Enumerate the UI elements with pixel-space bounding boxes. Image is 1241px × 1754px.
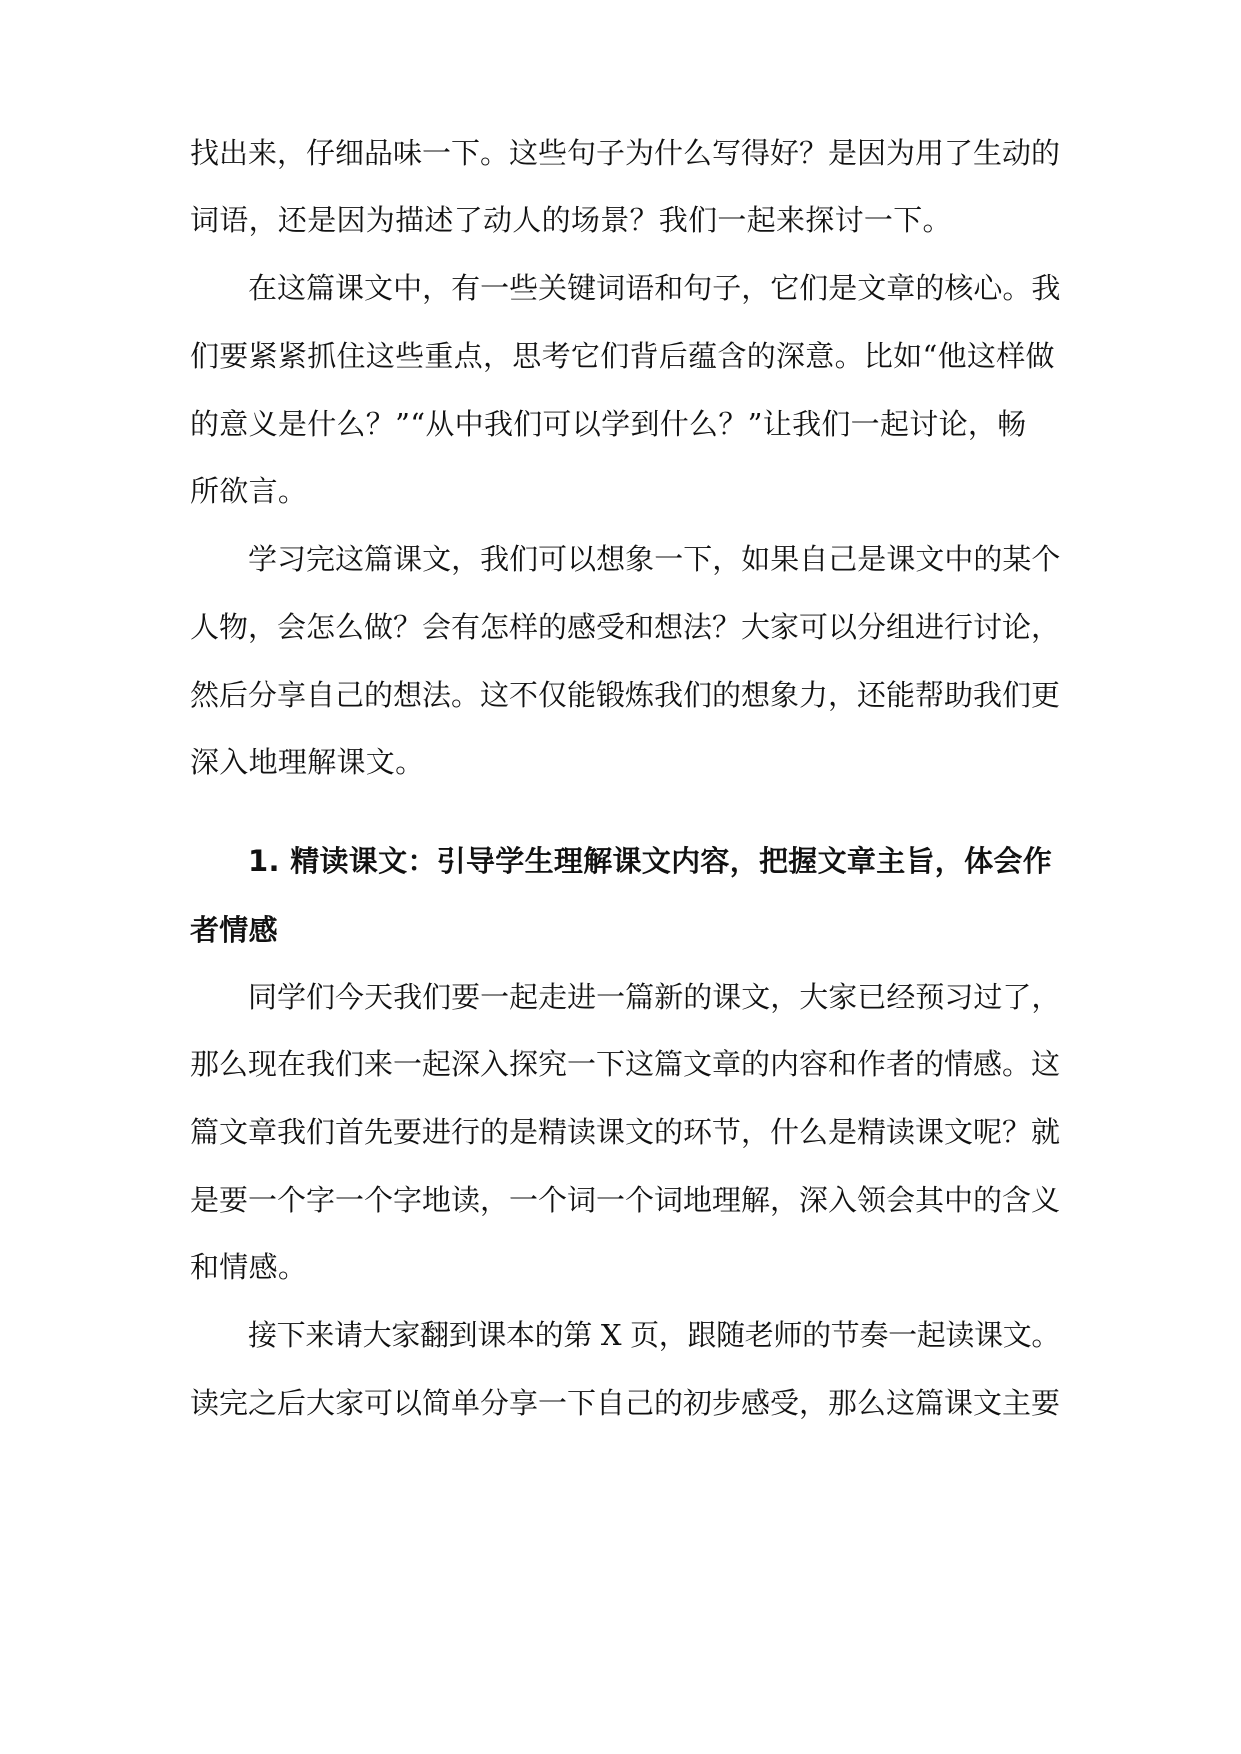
text-line: 找出来，仔细品味一下。这些句子为什么写得好？是因为用了生动的: [190, 136, 1061, 170]
text-line: 在这篇课文中，有一些关键词语和句子，它们是文章的核心。我: [248, 271, 1061, 305]
text-line: 然后分享自己的想法。这不仅能锻炼我们的想象力，还能帮助我们更: [190, 678, 1061, 712]
section-heading: 1. 精读课文：引导学生理解课文内容，把握文章主旨，体会作: [248, 844, 1052, 878]
text-line: 篇文章我们首先要进行的是精读课文的环节，什么是精读课文呢？就: [190, 1115, 1061, 1149]
text-line: 人物，会怎么做？会有怎样的感受和想法？大家可以分组进行讨论，: [190, 610, 1061, 644]
text-line: 读完之后大家可以简单分享一下自己的初步感受，那么这篇课文主要: [190, 1386, 1061, 1420]
section-heading: 者情感: [190, 913, 278, 947]
text-line: 的意义是什么？”“从中我们可以学到什么？”让我们一起讨论，畅: [190, 407, 1027, 441]
text-line: 们要紧紧抓住这些重点，思考它们背后蕴含的深意。比如“他这样做: [190, 339, 1055, 373]
text-line: 深入地理解课文。: [190, 745, 425, 779]
text-line: 是要一个字一个字地读，一个词一个词地理解，深入领会其中的含义: [190, 1183, 1061, 1217]
text-line: 接下来请大家翻到课本的第 X 页，跟随老师的节奏一起读课文。: [248, 1318, 1061, 1352]
text-line: 词语，还是因为描述了动人的场景？我们一起来探讨一下。: [190, 203, 952, 237]
text-line: 那么现在我们来一起深入探究一下这篇文章的内容和作者的情感。这: [190, 1047, 1061, 1081]
text-line: 同学们今天我们要一起走进一篇新的课文，大家已经预习过了，: [248, 980, 1061, 1014]
text-line: 所欲言。: [190, 474, 308, 508]
text-line: 学习完这篇课文，我们可以想象一下，如果自己是课文中的某个: [248, 542, 1061, 576]
text-line: 和情感。: [190, 1250, 308, 1284]
